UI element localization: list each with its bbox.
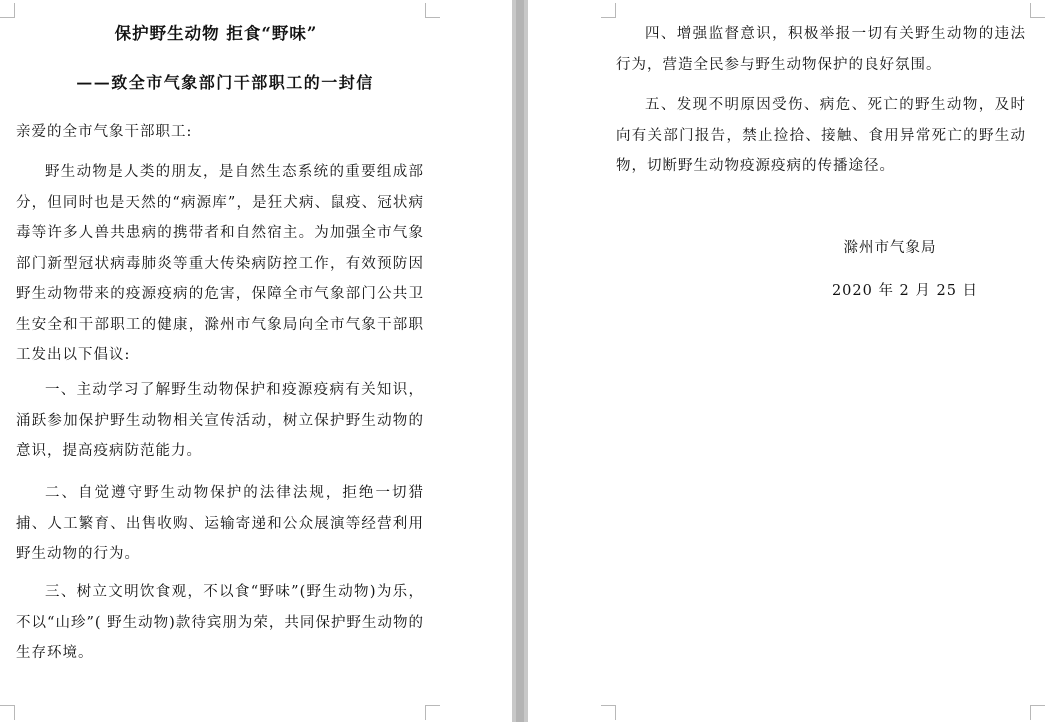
page-gutter <box>512 0 528 722</box>
proposal-item-2: 二、自觉遵守野生动物保护的法律法规，拒绝一切猎捕、人工繁育、出售收购、运输寄递和公众展演等经营利用野生动物的行为。 <box>16 485 424 562</box>
salutation: 亲爱的全市气象干部职工: <box>16 124 193 140</box>
corner-mark-bottom-left-page1 <box>0 705 15 720</box>
corner-mark-top-left-page2 <box>601 3 616 18</box>
proposal-item-4: 四、增强监督意识，积极举报一切有关野生动物的违法行为，营造全民参与野生动物保护的良好氛围。 <box>616 26 1026 73</box>
document-subtitle: ——致全市气象部门干部职工的一封信 <box>76 73 374 92</box>
proposal-item-1: 一、主动学习了解野生动物保护和疫源疫病有关知识，涌跃参加保护野生动物相关宣传活动，树立保护野生动物的意识，提高疫病防范能力。 <box>16 382 424 459</box>
corner-mark-bottom-left-page2 <box>601 705 616 720</box>
intro-paragraph: 野生动物是人类的朋友，是自然生态系统的重要组成部分，但同时也是天然的“病源库”，是狂犬病、鼠疫、冠状病毒等许多人兽共患病的携带者和自然宿主。为加强全市气象部门新型冠状病毒肺炎等重大传染病防控工作，有效预防因野生动物带来的疫源疫病的危害，保障全市气象部门公共卫生安全和干部职工的健康，滁州市气象局向全市气象干部职工发出以下倡议: <box>16 164 424 363</box>
document-title: 保护野生动物 拒食“野味” <box>114 24 318 43</box>
proposal-item-5: 五、发现不明原因受伤、病危、死亡的野生动物，及时向有关部门报告，禁止捡拾、接触、食用异常死亡的野生动物，切断野生动物疫源疫病的传播途径。 <box>616 97 1026 174</box>
corner-mark-top-left-page1 <box>0 3 15 18</box>
corner-mark-bottom-right-page1 <box>425 705 440 720</box>
proposal-item-3: 三、树立文明饮食观，不以食“野味”(野生动物)为乐，不以“山珍”( 野生动物)款待宾朋为荣，共同保护野生动物的生存环境。 <box>16 584 424 661</box>
corner-mark-bottom-right-page2 <box>1030 705 1045 720</box>
signature-org: 滁州市气象局 <box>843 240 937 256</box>
corner-mark-top-right-page1 <box>425 3 440 18</box>
signature-date: 2020 年 2 月 25 日 <box>831 283 979 299</box>
gutter-shade <box>516 0 524 722</box>
corner-mark-top-right-page2 <box>1030 3 1045 18</box>
